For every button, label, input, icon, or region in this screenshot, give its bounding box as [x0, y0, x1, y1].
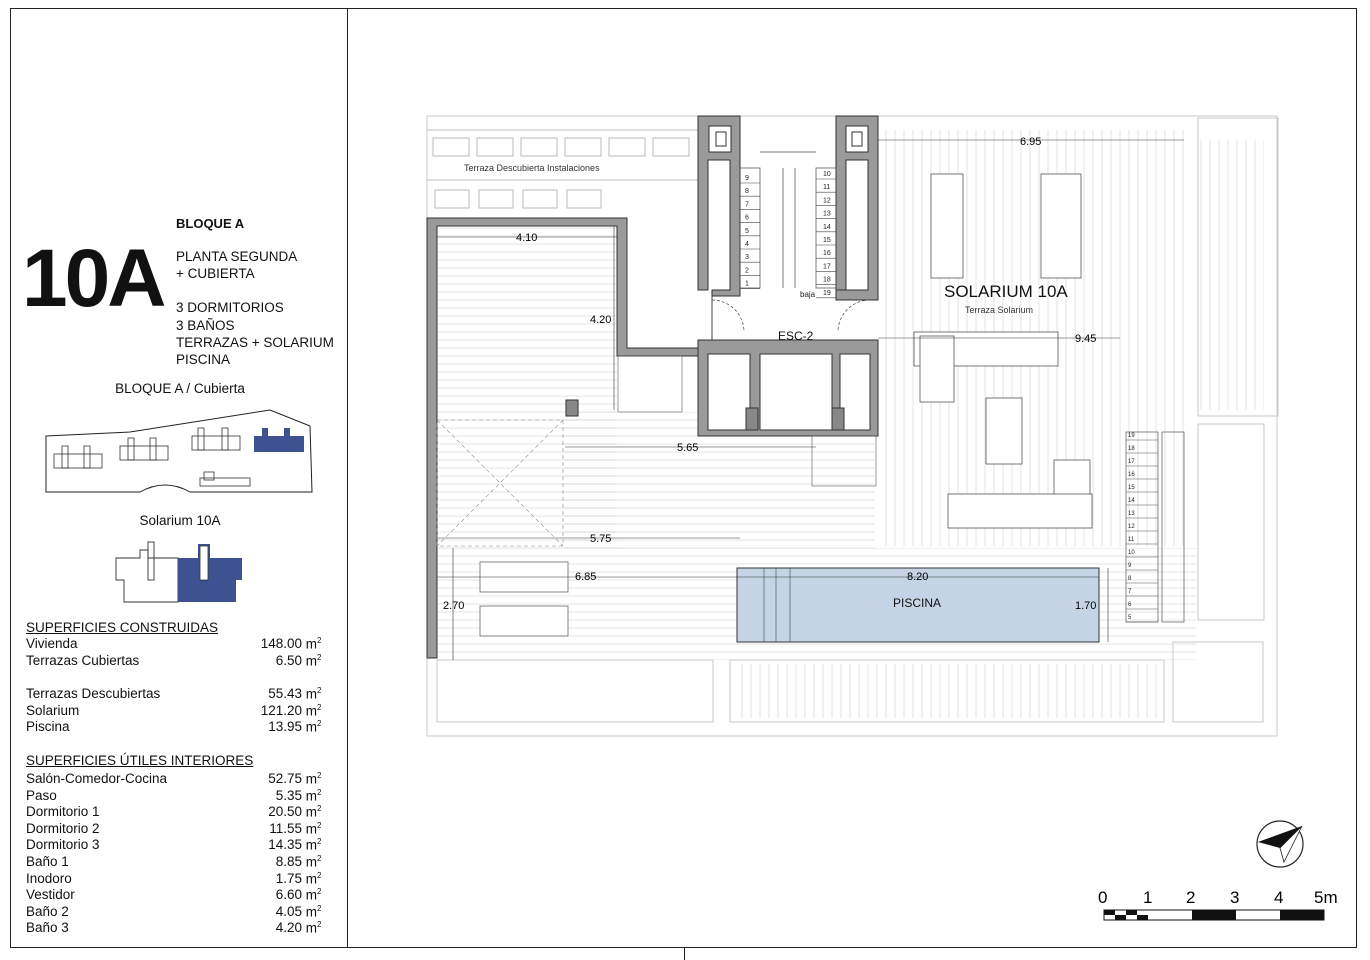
side-stair-step-label: 10 — [1128, 550, 1135, 556]
interior-area-row: Inodoro 1.75 $m^2$ — [26, 871, 322, 887]
side-stair-step-label: 13 — [1128, 511, 1135, 517]
scale-bar — [1094, 884, 1340, 924]
block-label: BLOQUE A — [176, 216, 245, 231]
feature-bathrooms: 3 BAÑOS — [176, 318, 235, 333]
interior-area-row: Dormitorio 1 20.50 $m^2$ — [26, 804, 322, 820]
stair-step-label: 8 — [745, 188, 749, 196]
terrace-label: Terraza Descubierta Instalaciones — [464, 163, 600, 173]
interior-area-row: Dormitorio 3 14.35 $m^2$ — [26, 837, 322, 853]
floor-line-2: + CUBIERTA — [176, 266, 255, 281]
floor-line-1: PLANTA SEGUNDA — [176, 249, 298, 264]
stair-step-label: 18 — [823, 276, 831, 284]
built-area-row: Terrazas Descubiertas 55.43 $m^2$ — [26, 686, 322, 702]
side-stair-step-label: 19 — [1128, 433, 1135, 439]
stair-step-label: 6 — [745, 214, 749, 222]
dim-170: 1.70 — [1075, 600, 1097, 612]
feature-terraces: TERRAZAS + SOLARIUM — [176, 335, 334, 350]
solarium-sub: Terraza Solarium — [965, 305, 1034, 315]
side-stair-step-label: 8 — [1128, 576, 1132, 582]
stair-step-label: 13 — [823, 210, 831, 218]
dim-565: 5.65 — [677, 442, 699, 454]
stair-step-label: 14 — [823, 223, 831, 231]
pool-label: PISCINA — [893, 596, 942, 610]
interior-area-row: Vestidor 6.60 $m^2$ — [26, 887, 322, 903]
side-stair-step-label: 16 — [1128, 472, 1135, 478]
stair-step-label: 11 — [823, 184, 831, 192]
side-stair-step-label: 14 — [1128, 498, 1135, 504]
interior-area-row: Baño 1 8.85 $m^2$ — [26, 854, 322, 870]
scale-label: 4 — [1274, 888, 1284, 907]
interior-area-row: Baño 3 4.20 $m^2$ — [26, 920, 322, 936]
scale-label: 3 — [1230, 888, 1240, 907]
stair-step-label: 9 — [745, 175, 749, 182]
stair-step-label: 3 — [745, 254, 749, 262]
side-stair-step-label: 12 — [1128, 524, 1135, 530]
side-stair-step-label: 7 — [1128, 589, 1132, 595]
built-area-row: Piscina 13.95 $m^2$ — [26, 719, 322, 735]
dim-685: 6.85 — [575, 571, 597, 583]
north-arrow-icon — [1254, 818, 1306, 870]
stair-step-label: 15 — [823, 237, 831, 244]
built-area-row: Solarium 121.20 $m^2$ — [26, 703, 322, 719]
solarium-caption: Solarium 10A — [139, 513, 221, 528]
scale-label: 2 — [1186, 888, 1196, 907]
interior-area-row: Dormitorio 2 11.55 $m^2$ — [26, 821, 322, 837]
unit-code: 10A — [22, 233, 164, 324]
side-stair-step-label: 17 — [1128, 459, 1135, 465]
dim-695: 6.95 — [1020, 136, 1042, 148]
stair-step-label: 10 — [823, 171, 831, 178]
side-stair-step-label: 18 — [1128, 446, 1135, 452]
dim-820: 8.20 — [907, 571, 929, 583]
dim-270: 2.70 — [443, 600, 465, 612]
scale-label: 5m — [1314, 888, 1338, 907]
stair-down-label: baja — [800, 290, 816, 299]
stair-step-label: 19 — [823, 289, 831, 297]
side-stair-step-label: 9 — [1128, 563, 1132, 569]
location-caption: BLOQUE A / Cubierta — [115, 381, 245, 396]
side-stair-step-label: 6 — [1128, 602, 1132, 608]
feature-bedrooms: 3 DORMITORIOS — [176, 300, 284, 315]
built-area-row: Vivienda 148.00 $m^2$ — [26, 636, 322, 652]
dim-410: 4.10 — [516, 232, 538, 244]
dim-420: 4.20 — [590, 314, 612, 326]
scale-label: 1 — [1143, 888, 1153, 907]
dim-945: 9.45 — [1075, 333, 1097, 345]
dim-575: 5.75 — [590, 533, 612, 545]
stair-step-label: 4 — [745, 241, 749, 248]
stair-step-label: 17 — [823, 263, 831, 271]
feature-pool: PISCINA — [176, 352, 231, 367]
stair-label: ESC-2 — [778, 329, 814, 343]
stair-step-label: 16 — [823, 250, 831, 258]
stair-step-label: 2 — [745, 267, 749, 275]
side-stair-step-label: 11 — [1128, 537, 1135, 543]
interior-area-row: Baño 2 4.05 $m^2$ — [26, 904, 322, 920]
stair-step-label: 1 — [745, 280, 749, 288]
stair-step-label: 12 — [823, 197, 831, 205]
interior-areas-title: SUPERFICIES ÚTILES INTERIORES — [26, 753, 254, 768]
scale-label: 0 — [1098, 888, 1108, 907]
interior-area-row: Paso 5.35 $m^2$ — [26, 788, 322, 804]
solarium-title: SOLARIUM 10A — [944, 282, 1068, 301]
stair-step-label: 5 — [745, 227, 749, 235]
side-stair-step-label: 5 — [1128, 615, 1132, 621]
stair-step-label: 7 — [745, 201, 749, 209]
built-areas-title: SUPERFICIES CONSTRUIDAS — [26, 620, 219, 635]
side-stair-step-label: 15 — [1128, 485, 1135, 491]
built-area-row: Terrazas Cubiertas 6.50 $m^2$ — [26, 653, 322, 669]
interior-area-row: Salón-Comedor-Cocina 52.75 $m^2$ — [26, 771, 322, 787]
